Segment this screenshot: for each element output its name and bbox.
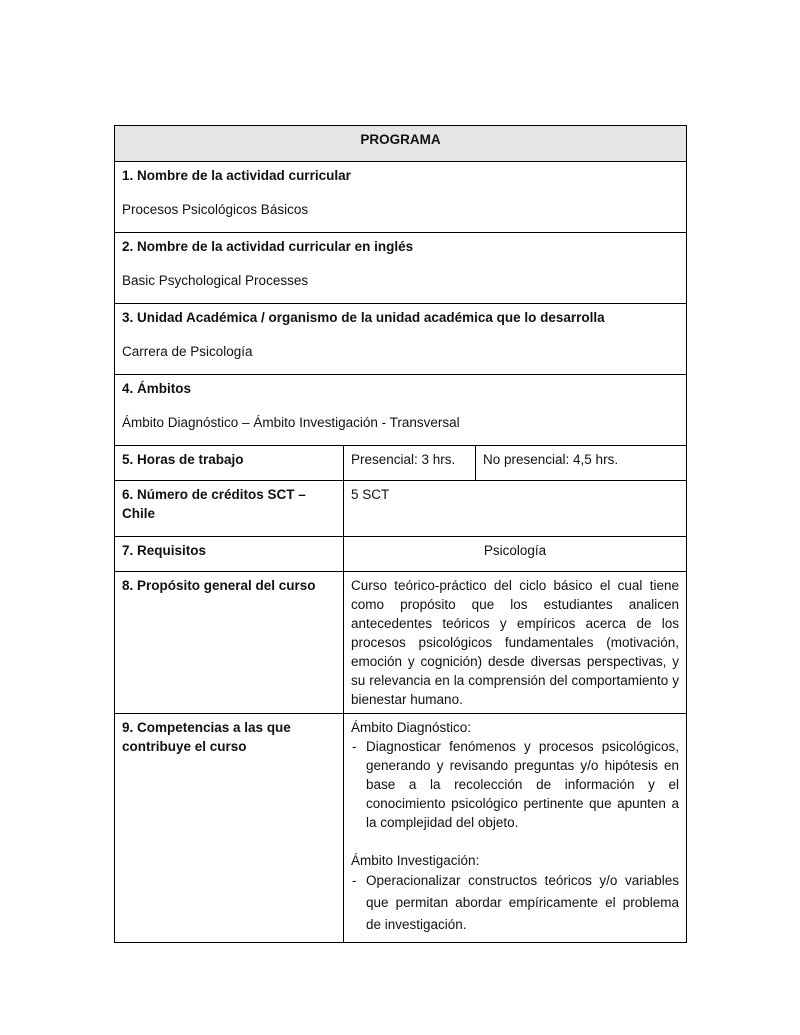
ambito-investigacion-item: - Operacionalizar constructos teóricos y/o variables que permitan abordar empíricamente el problema de investigación. [351, 870, 679, 936]
section-2-title: 2. Nombre de la actividad curricular en inglés [122, 239, 414, 254]
section-3-value: Carrera de Psicología [122, 344, 253, 359]
ambito-diagnostico-item: - Diagnosticar fenómenos y procesos psicológicos, generando y revisando preguntas y/o hipótesis en base a la recolección de información y el conocimiento psicológico pertinente que apunten a la complejidad del objeto. [351, 737, 679, 832]
section-5-title: 5. Horas de trabajo [115, 446, 344, 481]
section-3 [115, 304, 687, 375]
section-2 [115, 233, 687, 304]
section-6-value: 5 SCT [344, 481, 687, 537]
section-2-value: Basic Psychological Processes [122, 273, 309, 288]
table-header: PROGRAMA [115, 126, 687, 162]
section-4-title: 4. Ámbitos [122, 381, 192, 396]
section-4-value: Ámbito Diagnóstico – Ámbito Investigación - Transversal [122, 415, 460, 430]
section-4 [115, 375, 687, 446]
section-1-value: Procesos Psicológicos Básicos [122, 202, 309, 217]
program-table [114, 125, 687, 943]
ambito-investigacion-list [351, 870, 679, 936]
section-8-title: 8. Propósito general del curso [115, 572, 344, 714]
section-8-value: Curso teórico-práctico del ciclo básico el cual tiene como propósito que los estudiantes analicen antecedentes teóricos y empíricos acerca de los procesos psicológicos fundamentales (motivación, emoción y cognición) desde diversas perspectivas, y su relevancia en la comprensión del comportamiento y bienestar humano. [344, 572, 687, 714]
section-9-title: 9. Competencias a las que contribuye el curso [115, 714, 344, 943]
ambito-investigacion-title: Ámbito Investigación: [351, 853, 480, 868]
ambito-diagnostico-title: Ámbito Diagnóstico: [351, 720, 472, 735]
section-7-value: Psicología [344, 537, 687, 572]
section-7-title: 7. Requisitos [115, 537, 344, 572]
section-5-presencial: Presencial: 3 hrs. [344, 446, 476, 481]
section-1 [115, 162, 687, 233]
section-3-title: 3. Unidad Académica / organismo de la unidad académica que lo desarrolla [122, 310, 605, 325]
section-9-content [344, 714, 687, 943]
section-5-no-presencial: No presencial: 4,5 hrs. [476, 446, 687, 481]
ambito-diagnostico-list [351, 737, 679, 832]
section-1-title: 1. Nombre de la actividad curricular [122, 168, 351, 183]
section-6-title: 6. Número de créditos SCT – Chile [115, 481, 344, 537]
